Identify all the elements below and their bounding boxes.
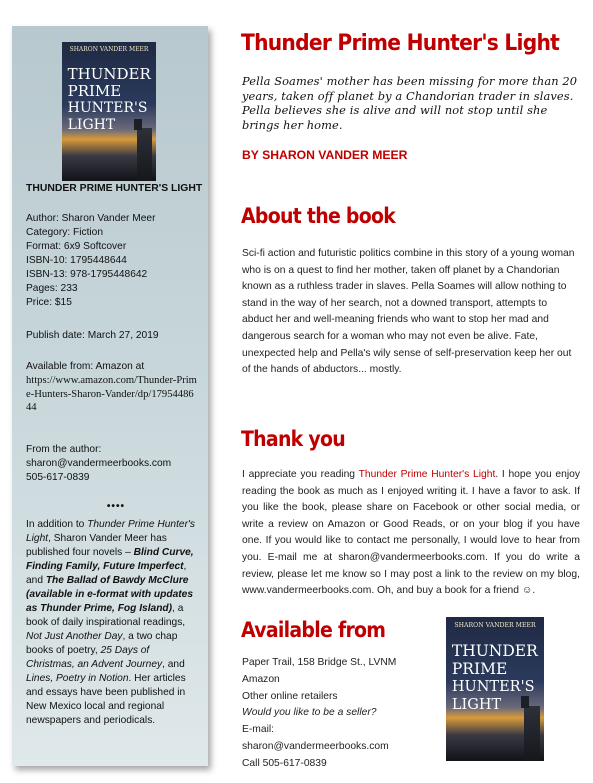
detail-format: Format: 6x9 Softcover (26, 241, 127, 252)
bio-run: In addition to (26, 519, 88, 530)
bio-run: Thunder Prime Hunter's Light (26, 519, 195, 544)
detail-pages: Pages: 233 (26, 283, 78, 294)
cover-title-line-1: THUNDER (67, 65, 151, 83)
author-bio (26, 518, 200, 728)
sidebar-book-cover (62, 42, 156, 181)
cover-title-line-3: HUNTER'S (67, 100, 148, 116)
seller-question: Would you like to be a seller? (242, 707, 377, 719)
cover-title-line-4: LIGHT (451, 697, 502, 713)
byline: BY SHARON VANDER MEER (242, 148, 408, 162)
cover-title-line-2: PRIME (67, 82, 122, 100)
about-heading: About the book (241, 204, 396, 228)
section-divider: •••• (106, 501, 126, 512)
bio-run: . Her articles and essays have been published in New Mexico local and regional newspapers and periodicals. (26, 673, 186, 726)
bio-run: , a two chap books of poetry, (26, 631, 178, 656)
bio-run: 25 Days of Christmas, an Advent Journey (26, 645, 163, 670)
cover-title-line-3: HUNTER'S (451, 679, 535, 695)
from-author-label: From the author: (26, 444, 102, 455)
bio-run: Not Just Another Day (26, 631, 123, 642)
cover-author: SHARON VANDER MEER (454, 622, 536, 629)
cover-tower-art (524, 706, 540, 761)
available-label: Available from: Amazon at (26, 361, 145, 372)
page-title: Thunder Prime Hunter's Light (241, 31, 560, 56)
sidebar-book-heading: THUNDER PRIME HUNTER'S LIGHT (26, 183, 203, 194)
bio-run: , Sharon Vander Meer has published four novels – (26, 533, 167, 558)
bio-run: Lines, Poetry in Notion (26, 673, 129, 684)
bio-run: , and (26, 561, 187, 586)
bio-run: , a book of daily inspirational readings, (26, 603, 186, 628)
book-tagline: Pella Soames' mother has been missing for more than 20 years, taken off planet by a Chandorian trader in slaves. Pella believes she is alive and will not stop until she brings her home. (242, 74, 578, 132)
thanks-intro: I appreciate you reading (242, 469, 359, 480)
thanks-rest: . I hope you enjoy reading the book as much as I enjoyed writing it. I have a favor to ask. If you like the book, please share on Facebook or other social media, or write a review on Amazon or Good Reads, or on your blog if you have one. If you would like to contact me personally, I would love to hear from you. E-mail me at sharon@vandermeerbooks.com. If you do write a review, please let me know so I may post a link to the review on my blog, www.vandermeerbooks.com. Oh, and buy a book for a friend ☺. (242, 469, 581, 597)
about-body: Sci-fi action and futuristic politics combine in this story of a young woman who is on a quest to find her mother, taken off planet by a Chandorian known as a ruthless trader in slaves. Pella Soames will allow nothing to stand in the way of her search, not a downed transport, attempts to abduct her and well-meaning friends who want to stop her mad and dangerous search for a woman who may not even be alive. Fate, unexpected help and Pella's wily sense of self-preservation keep her out of the hands of abductors... mostly. (242, 248, 575, 376)
detail-isbn13: ISBN-13: 978-1795448642 (26, 269, 148, 280)
thanks-book-title: Thunder Prime Hunter's Light (358, 469, 496, 480)
detail-isbn10: ISBN-10: 1795448644 (26, 255, 127, 266)
publish-date: Publish date: March 27, 2019 (26, 330, 159, 341)
detail-price: Price: $15 (26, 297, 72, 308)
detail-author: Author: Sharon Vander Meer (26, 213, 156, 224)
bio-run: , and (162, 659, 185, 670)
contact-email[interactable]: sharon@vandermeerbooks.com (242, 740, 389, 752)
cover-title-line-4: LIGHT (67, 117, 116, 133)
cover-title-line-2: PRIME (451, 660, 508, 678)
thanks-heading: Thank you (241, 427, 345, 451)
retailer-other: Other online retailers (242, 690, 338, 702)
book-details-list (26, 212, 206, 310)
bio-run: Blind Curve, Finding Family, Future Imperfect (26, 547, 194, 572)
cover-title-line-1: THUNDER (451, 642, 538, 660)
main-book-cover (446, 617, 544, 761)
cover-tower-art (137, 128, 152, 181)
author-phone: 505-617-0839 (26, 472, 90, 483)
retailer-paper-trail: Paper Trail, 158 Bridge St., LVNM (242, 657, 397, 668)
author-email[interactable]: sharon@vandermeerbooks.com (26, 458, 172, 469)
amazon-link[interactable]: https://www.amazon.com/Thunder-Prime-Hunters-Sharon-Vander/dp/1795448644 (26, 375, 197, 413)
contact-phone: Call 505-617-0839 (242, 757, 327, 769)
detail-category: Category: Fiction (26, 227, 104, 238)
cover-author: SHARON VANDER MEER (69, 46, 149, 53)
available-list (242, 655, 432, 773)
book-info-sidebar (12, 26, 208, 766)
email-label: E-mail: (242, 724, 275, 736)
available-heading: Available from (241, 618, 386, 642)
retailer-amazon: Amazon (242, 673, 280, 685)
bio-run: The Ballad of Bawdy McClure (available in e-format with updates as Thunder Prime, Fog Island) (26, 575, 193, 614)
thanks-body (242, 467, 580, 600)
